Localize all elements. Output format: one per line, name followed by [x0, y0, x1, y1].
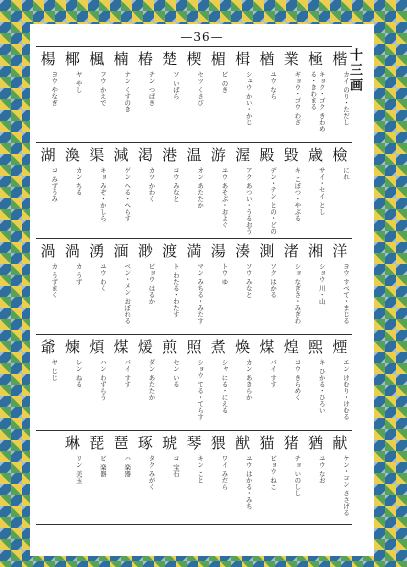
kanji-entry: [206, 431, 230, 527]
kanji-character: 渇: [137, 146, 153, 164]
kanji-character: 献: [332, 434, 348, 452]
kanji-reading: ケン・コン ささげる: [342, 455, 350, 516]
kanji-entry: [255, 47, 279, 143]
kanji-reading: ダン あたたか: [147, 359, 156, 401]
kanji-row: [36, 46, 352, 143]
kanji-character: 猫: [259, 434, 275, 452]
kanji-reading: ソ いばら: [171, 71, 180, 100]
bottom-rule: [36, 524, 352, 525]
kanji-entry: [109, 47, 133, 143]
kanji-entry: [182, 335, 206, 431]
kanji-reading: ワイ みだら: [220, 455, 229, 490]
kanji-entry: [36, 335, 60, 431]
kanji-reading: ヨウ すべて・まじる: [342, 263, 350, 324]
kanji-entry: [36, 47, 60, 143]
kanji-reading: タク みがく: [147, 455, 156, 490]
kanji-row: [36, 238, 352, 335]
kanji-character: 猥: [210, 434, 226, 452]
kanji-entry: [133, 431, 157, 527]
kanji-character: 煙: [332, 338, 348, 356]
kanji-character: 猪: [283, 434, 299, 452]
kanji-reading: コ みずうみ: [50, 167, 59, 202]
kanji-reading: キョク・ゴク きわめる・きわまる: [309, 71, 326, 132]
kanji-reading: ゲン へる・へらす: [123, 167, 132, 222]
kanji-character: 煤: [113, 338, 129, 356]
kanji-reading: ヤ じじ: [50, 359, 59, 381]
kanji-entry: [303, 335, 327, 431]
kanji-character: 楫: [235, 50, 251, 68]
kanji-reading: カ うずまく: [50, 263, 59, 298]
kanji-character: 楚: [162, 50, 178, 68]
kanji-reading: ショ なぎさ・みぎわ: [293, 263, 302, 324]
kanji-entry: [303, 143, 327, 239]
kanji-row: [36, 430, 352, 527]
page-number: — 36 —: [30, 30, 374, 44]
kanji-entry: [206, 143, 230, 239]
kanji-reading: カン ちる: [74, 167, 83, 196]
kanji-entry: [182, 143, 206, 239]
kanji-character: 琴: [186, 434, 202, 452]
kanji-reading: オン あたたか: [196, 167, 205, 209]
kanji-reading: リン 美玉: [74, 455, 83, 484]
kanji-row: [36, 334, 352, 431]
kanji-reading: バイ すす: [269, 359, 278, 388]
kanji-reading: カイ のり・ただし: [342, 71, 350, 126]
kanji-reading: シャ にる・にえる: [220, 359, 229, 414]
kanji-character: 業: [283, 50, 299, 68]
kanji-character: 温: [186, 146, 202, 164]
kanji-character: 楊: [40, 50, 56, 68]
kanji-entry: [279, 431, 303, 527]
kanji-character: 極: [308, 50, 324, 68]
kanji-character: 楔: [186, 50, 202, 68]
kanji-character: 楣: [210, 50, 226, 68]
kanji-reading: ト わたる・わたす: [171, 263, 180, 318]
kanji-entry: [206, 239, 230, 335]
kanji-entry: [182, 431, 206, 527]
kanji-character: 猷: [235, 434, 251, 452]
kanji-entry: [303, 47, 327, 143]
kanji-entry: [158, 143, 182, 239]
kanji-entry: [303, 431, 327, 527]
kanji-entry: [85, 431, 109, 527]
kanji-reading: カン あきらか: [244, 359, 253, 401]
kanji-character: 煩: [89, 338, 105, 356]
kanji-character: 渦: [64, 242, 80, 260]
kanji-entry: [230, 143, 254, 239]
kanji-reading: コウ きらめく: [293, 359, 302, 401]
kanji-reading: ユウ なら: [269, 71, 278, 100]
kanji-reading: キ ひかる・ひろい: [317, 359, 326, 414]
kanji-entry: [182, 47, 206, 143]
kanji-entry: [328, 143, 352, 239]
kanji-character: 渡: [162, 242, 178, 260]
kanji-reading: [38, 455, 58, 525]
kanji-character: 煮: [210, 338, 226, 356]
kanji-character: 琥: [162, 434, 178, 452]
kanji-character: 湯: [210, 242, 226, 260]
kanji-character: 煖: [137, 338, 153, 356]
kanji-reading: キョ みぞ・かしら: [98, 167, 107, 222]
kanji-character: 測: [259, 242, 275, 260]
kanji-reading: ヨウ やなぎ: [50, 71, 59, 106]
kanji-entry: [36, 239, 60, 335]
kanji-entry: [133, 239, 157, 335]
kanji-character: 歳: [308, 146, 324, 164]
kanji-entry: [133, 47, 157, 143]
kanji-entry: [182, 239, 206, 335]
kanji-character: 渥: [235, 146, 251, 164]
dictionary-page: [30, 24, 374, 556]
kanji-entry: [109, 239, 133, 335]
kanji-entry: [158, 335, 182, 431]
kanji-character: 楢: [259, 50, 275, 68]
kanji-entry: [85, 239, 109, 335]
kanji-reading: ビョウ はるか: [147, 263, 156, 305]
kanji-reading: レン ねる: [74, 359, 83, 388]
kanji-reading: サイ・セイ とし: [317, 167, 326, 215]
kanji-entry: [60, 239, 84, 335]
kanji-reading: ベン・メン おぼれる: [123, 263, 132, 324]
kanji-reading: セン いる: [171, 359, 180, 388]
kanji-character: 煎: [162, 338, 178, 356]
kanji-character: 椰: [64, 50, 80, 68]
kanji-character: 檢: [332, 146, 348, 164]
kanji-character: 琳: [64, 434, 80, 452]
kanji-character: 爺: [40, 338, 56, 356]
kanji-character: 琶: [113, 434, 129, 452]
kanji-character: 琢: [137, 434, 153, 452]
kanji-reading: にれ: [342, 167, 350, 180]
kanji-reading: コ 宝石: [171, 455, 180, 477]
kanji-reading: ソク はかる: [269, 263, 278, 298]
kanji-entry: [230, 335, 254, 431]
section-title: 十三画: [347, 48, 362, 93]
kanji-character: 琵: [89, 434, 105, 452]
kanji-reading: ユウ なお: [317, 455, 326, 484]
kanji-character: 楓: [89, 50, 105, 68]
kanji-character: 煉: [64, 338, 80, 356]
kanji-character: 渦: [40, 242, 56, 260]
kanji-character: 毀: [283, 146, 299, 164]
kanji-reading: エン けむり・けむる: [342, 359, 350, 420]
kanji-reading: ユウ はかる・みち: [244, 455, 253, 510]
kanji-entry: [328, 239, 352, 335]
kanji-character: 洋: [332, 242, 348, 260]
kanji-row: [36, 142, 352, 239]
kanji-reading: ショウ てる・てらす: [196, 359, 205, 420]
kanji-entry: [60, 335, 84, 431]
kanji-entry: [255, 335, 279, 431]
kanji-character: 猶: [308, 434, 324, 452]
kanji-reading: ヤ やし: [74, 71, 83, 93]
kanji-character: 渺: [137, 242, 153, 260]
kanji-entry: [109, 143, 133, 239]
kanji-character: 渠: [89, 146, 105, 164]
kanji-entry: [158, 47, 182, 143]
kanji-reading: コウ みなと: [171, 167, 180, 202]
kanji-entry: [303, 239, 327, 335]
kanji-reading: アク あつい・うるおう: [244, 167, 253, 235]
kanji-character: 煤: [259, 338, 275, 356]
kanji-entry: [230, 47, 254, 143]
kanji-reading: トウ ゆ: [220, 263, 229, 285]
kanji-reading: ナン くすのき: [123, 71, 132, 113]
kanji-character: 湎: [113, 242, 129, 260]
kanji-entry: [328, 47, 352, 143]
kanji-entry: [36, 143, 60, 239]
kanji-entry: [255, 239, 279, 335]
kanji-character: 煌: [283, 338, 299, 356]
kanji-character: 港: [162, 146, 178, 164]
kanji-character: 椿: [137, 50, 153, 68]
kanji-reading: ビョウ ねこ: [269, 455, 278, 490]
kanji-reading: フウ かえで: [98, 71, 107, 106]
kanji-entry: [279, 143, 303, 239]
kanji-entry: [230, 239, 254, 335]
kanji-character: 楠: [113, 50, 129, 68]
kanji-reading: ソウ みなと: [244, 263, 253, 298]
kanji-reading: キ こぼつ・やぶる: [293, 167, 302, 222]
kanji-entry: [158, 431, 182, 527]
kanji-entry: [133, 335, 157, 431]
kanji-entry: [60, 47, 84, 143]
kanji-entry: [109, 335, 133, 431]
kanji-character: 湊: [235, 242, 251, 260]
kanji-reading: ビ 楽器: [98, 455, 107, 477]
kanji-character: 楷: [332, 50, 348, 68]
kanji-entry: [279, 335, 303, 431]
kanji-entry: [279, 239, 303, 335]
kanji-entry: [60, 431, 84, 527]
kanji-entry: [133, 143, 157, 239]
kanji-character: 渙: [64, 146, 80, 164]
kanji-entry: [36, 431, 60, 527]
kanji-reading: カ うず: [74, 263, 83, 285]
kanji-character: 湖: [40, 146, 56, 164]
kanji-reading: チン つばき: [147, 71, 156, 106]
kanji-reading: シュウ かい・かじ: [244, 71, 253, 126]
kanji-character: 減: [113, 146, 129, 164]
kanji-entry: [85, 335, 109, 431]
kanji-reading: チョ いのしし: [293, 455, 302, 497]
kanji-character: 渚: [283, 242, 299, 260]
kanji-reading: ビ のき: [220, 71, 229, 93]
kanji-entry: [85, 143, 109, 239]
kanji-entry: [85, 47, 109, 143]
kanji-reading: マン みちる・みたす: [196, 263, 205, 324]
kanji-entry: [255, 431, 279, 527]
kanji-character: 満: [186, 242, 202, 260]
kanji-reading: ショウ 川・山: [317, 263, 326, 305]
kanji-character: 湘: [308, 242, 324, 260]
kanji-entry: [328, 431, 352, 527]
kanji-reading: ハ 楽器: [123, 455, 132, 477]
kanji-reading: バイ すす: [123, 359, 132, 388]
kanji-character: 照: [186, 338, 202, 356]
kanji-reading: ハン わずらう: [98, 359, 107, 401]
kanji-reading: ギョウ・ゴウ わざ: [293, 71, 302, 126]
kanji-reading: ユウ わく: [98, 263, 107, 292]
kanji-entry: [255, 143, 279, 239]
kanji-character: 煥: [235, 338, 251, 356]
kanji-character: 游: [210, 146, 226, 164]
kanji-entry: [206, 47, 230, 143]
kanji-entry: [60, 143, 84, 239]
kanji-character: 湧: [89, 242, 105, 260]
kanji-entry: [230, 431, 254, 527]
kanji-entry: [328, 335, 352, 431]
kanji-character: 煕: [308, 338, 324, 356]
kanji-entry: [109, 431, 133, 527]
kanji-entry: [279, 47, 303, 143]
kanji-reading: ユウ あそぶ・およぐ: [220, 167, 229, 228]
kanji-reading: カツ かわく: [147, 167, 156, 202]
kanji-character: 殿: [259, 146, 275, 164]
kanji-entry: [158, 239, 182, 335]
kanji-reading: デン・テン との・どの: [269, 167, 278, 235]
kanji-reading: セツ くさび: [196, 71, 205, 106]
kanji-reading: キン こと: [196, 455, 205, 484]
kanji-entry: [206, 335, 230, 431]
